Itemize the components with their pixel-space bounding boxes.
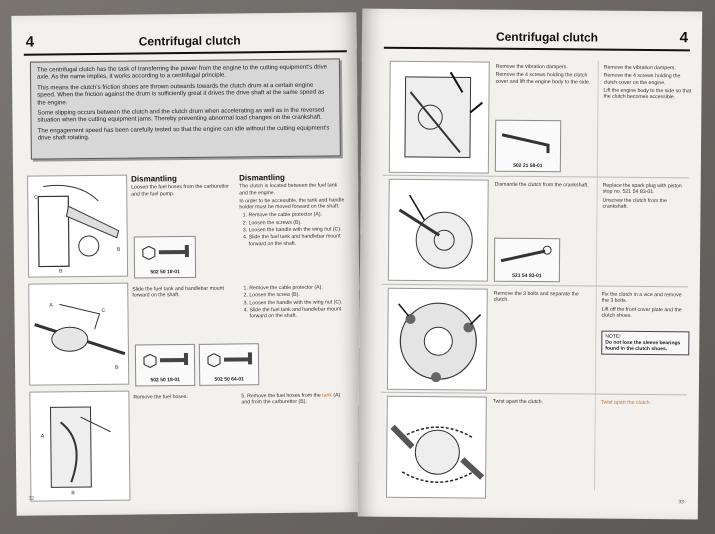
intro-box: [30, 58, 341, 159]
step-text-part: (A) and from the carburettor (B).: [241, 392, 341, 406]
row3-mid-text: [494, 291, 590, 306]
dismantling-heading: Dismantling: [131, 174, 177, 184]
col2-block-3: [241, 392, 346, 408]
list-item: 2. Loosen the screw (B).: [249, 292, 345, 299]
step-text: Remove the fuel hoses.: [133, 393, 188, 401]
hex-key-icon: [200, 344, 258, 375]
row-divider: [382, 284, 688, 288]
step-text: Remove the 4 screws holding the clutch cover on the engine.: [603, 72, 681, 86]
piston-stop-icon: [495, 239, 559, 272]
svg-text:A: A: [40, 433, 45, 440]
tool-box-2b: [199, 343, 259, 386]
row3-right-text: [602, 292, 690, 322]
intro-paragraph: Some slipping occurs between the clutch and the clutch drum when accelerating as well as in the reversed situation when the cutting equipment jams. Thereby preventing abnormal load changes on the crankshaft.: [37, 106, 325, 124]
step-text: Dismantle the clutch from the crankshaft.: [494, 181, 589, 189]
list-item: 4. Slide the fuel tank and handlebar mount forward on the shaft.: [249, 306, 345, 320]
illustration-tank: [29, 284, 128, 385]
illustration-hands-twist: [387, 397, 486, 498]
step-text: Fix the clutch in a vice and remove the 3 bolts.: [601, 291, 682, 305]
step-text: [241, 392, 346, 406]
step-text: Twist apart the clutch.: [492, 398, 543, 406]
col2-block-2: [240, 284, 345, 321]
col1-block-3: [133, 394, 233, 403]
row1-right-text: [603, 65, 691, 103]
list-item: 4. Slide the fuel tank and handlebar mount forward on the shaft.: [249, 234, 345, 248]
svg-text:B: B: [59, 268, 63, 275]
list-item: 3. Loosen the handle with the wing nut (C).: [249, 226, 345, 233]
row2-mid-text: [495, 182, 591, 191]
hex-key-icon: [135, 237, 195, 268]
hex-key-icon: [136, 345, 194, 376]
step-text: Lift the engine body to the side so that the clutch becomes accessible.: [603, 87, 692, 101]
tool-number: 502 50 64-01: [214, 376, 244, 383]
illustration-crankshaft: [389, 180, 488, 281]
chapter-title: Centrifugal clutch: [495, 29, 599, 45]
column-divider: [594, 61, 599, 491]
step-text: Slide the fuel tank and handlebar mount forward on the shaft.: [132, 285, 225, 299]
step-text: Remove the vibration dampers.: [603, 64, 676, 72]
page-number: 33: [678, 499, 684, 506]
tool-number: 502 50 18-01: [150, 269, 180, 276]
col1-block-1: [131, 176, 231, 200]
illustration-handle: [28, 176, 127, 277]
text-paragraph: The clutch is located between the fuel tank and the engine.: [239, 182, 338, 197]
row1-mid-text: [496, 64, 592, 88]
step-number: 5.: [241, 393, 246, 400]
hex-key-icon: [496, 121, 560, 162]
svg-text:C: C: [101, 307, 106, 314]
svg-text:B: B: [71, 490, 75, 497]
steps-list: [240, 284, 345, 320]
dismantling-heading: Dismantling: [239, 172, 285, 183]
row-divider: [383, 175, 689, 179]
list-item: 2. Loosen the screws (B).: [249, 219, 345, 226]
right-page: [358, 9, 702, 520]
illustration-hoses: [30, 392, 129, 501]
figure-fuel-tank: [28, 283, 129, 386]
figure-twist-clutch: [386, 396, 487, 499]
chapter-number: 4: [25, 33, 35, 51]
step-text: Unscrew the clutch from the crankshaft.: [602, 197, 667, 210]
step-text: Lift off the front cover plate and the clutch shoes.: [601, 306, 682, 319]
list-item: 3. Loosen the handle with the wing nut (C).: [249, 299, 345, 306]
svg-text:A: A: [49, 302, 53, 309]
step-text: Twist apart the clutch.: [600, 399, 651, 407]
row4-right-text: [601, 400, 689, 409]
tool-number: 521 54 83-01: [512, 272, 542, 280]
col2-block-1: [239, 174, 345, 248]
tool-box-r1: [495, 120, 561, 173]
step-text: Replace the spark plug with piston stop no. 521 54 83-01.: [602, 182, 682, 196]
note-title: NOTE!: [605, 333, 621, 340]
figure-clutch-bolts: [387, 288, 488, 391]
list-item: 1. Remove the cable protector (A).: [249, 284, 345, 291]
text-paragraph: In order to be accessible, the tank and handle holder must be moved forward on the shaft.: [239, 197, 345, 211]
svg-text:C: C: [34, 194, 38, 201]
tool-box-2a: [135, 344, 195, 387]
steps-list: [239, 212, 344, 248]
note-box: [601, 331, 689, 356]
chapter-number: 4: [679, 29, 689, 47]
left-header: [24, 30, 347, 55]
svg-text:B: B: [116, 246, 121, 253]
left-page: [11, 12, 361, 516]
intro-paragraph: This means the clutch's friction shoes are thrown outwards towards the clutch drum at a certain engine speed. When the friction against the drum is sufficiently great it drives the drive shaft at the same speed as the engine.: [37, 81, 325, 107]
illustration-engine-body: [390, 62, 489, 173]
tool-box-1: [134, 236, 196, 279]
page-number: 32: [28, 495, 35, 502]
row2-right-text: [602, 183, 690, 213]
svg-text:B: B: [115, 364, 119, 371]
note-text: Do not lose the sleeve bearings found in the clutch shoes.: [605, 339, 681, 353]
figure-crankshaft: [388, 179, 489, 282]
row-divider: [381, 392, 687, 396]
step-text: Remove the 3 bolts and separate the clutch.: [493, 290, 579, 304]
step-text: Loosen the fuel hoses from the carburettor and the fuel pump.: [131, 183, 229, 198]
col1-block-2: [132, 286, 232, 302]
tool-number: 502 21 58-01: [513, 162, 543, 170]
tool-number: 502 50 18-01: [150, 377, 180, 384]
step-text: Remove the 4 screws holding the clutch cover and lift the engine body to the side.: [495, 71, 591, 86]
tool-box-r2: [494, 238, 560, 283]
intro-paragraph: The centrifugal clutch has the task of transferring the power from the engine to the cutting equipment's drive axle. As the name implies, it works according to a centrifugal principle.: [36, 63, 328, 81]
right-header: [384, 27, 690, 52]
list-item: 1. Remove the cable protector (A).: [248, 212, 344, 219]
figure-handle-mount: [27, 175, 128, 278]
row4-mid-text: [493, 399, 589, 408]
intro-paragraph: The engagement speed has been carefully tested so that the engine can idle without the cutting equipment's drive shaft rotating.: [37, 124, 330, 142]
figure-vibration-dampers: [389, 61, 490, 174]
figure-fuel-hoses: [29, 391, 130, 502]
step-text-part: Remove the fuel hoses from the: [247, 392, 321, 400]
chapter-title: Centrifugal clutch: [138, 33, 241, 49]
illustration-clutch: [388, 289, 487, 390]
highlight-text: tank: [322, 392, 332, 399]
step-text: Remove the vibration dampers.: [495, 63, 568, 71]
